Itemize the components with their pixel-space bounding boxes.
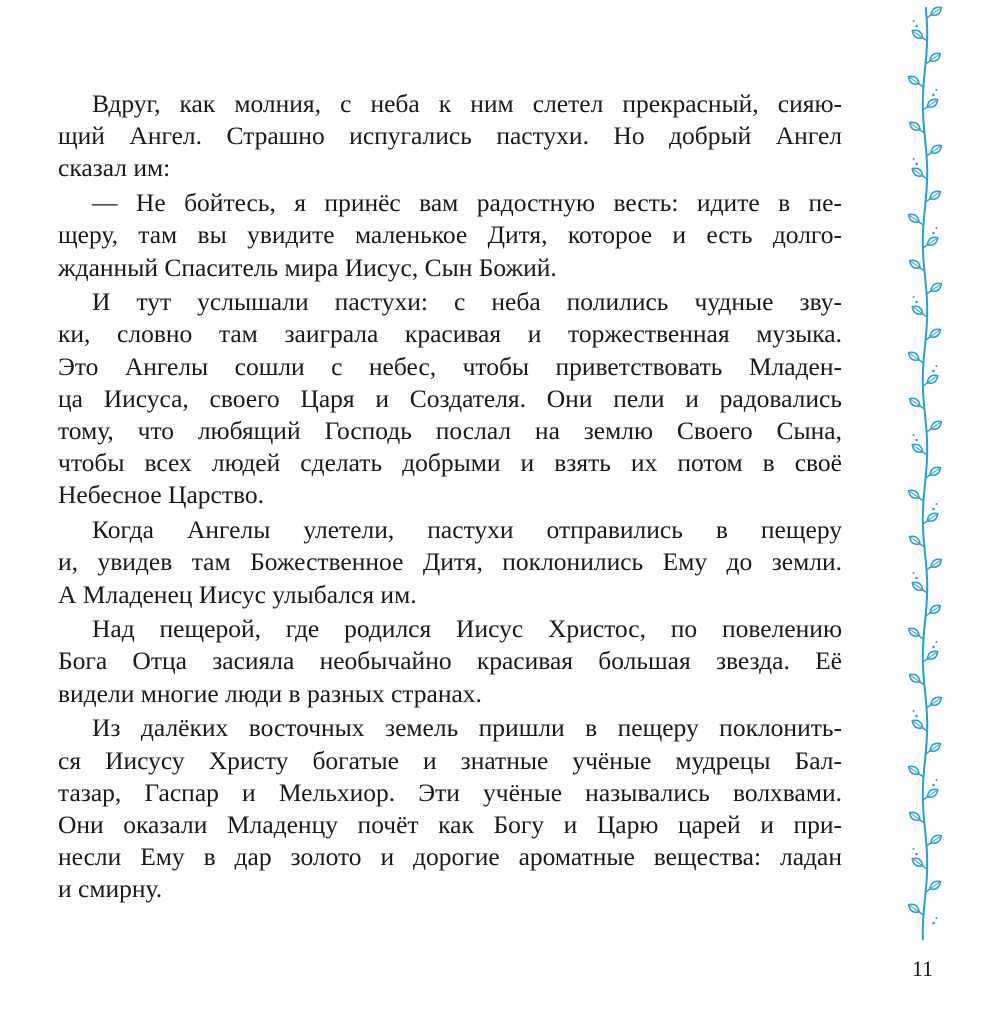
vine-dot [915,715,918,718]
vine-dot [913,20,915,22]
vine-dot [913,158,915,160]
text-line: Бога Отца засияла необычайно красивая большая звезда. Её [58,646,842,676]
vine-dot [936,503,938,505]
vine-dot [913,848,915,850]
text-line: видели многие люди в разных странах. [58,678,482,708]
vine-dot [913,296,915,298]
vine-dot [915,25,918,28]
vine-dot [936,917,938,919]
text-line: Это Ангелы сошли с небес, чтобы приветствовать Младен- [58,351,842,381]
vine-dot [932,370,935,373]
story-text [58,88,842,908]
text-line: ца Иисуса, своего Царя и Создателя. Они пели и радовались [58,383,842,413]
vine-dot [913,710,915,712]
text-line: Они оказали Младенцу почёт как Богу и Царю царей и при- [58,809,842,839]
text-line: И тут услышали пастухи: с неба полились чудные зву- [92,287,842,317]
text-line: несли Ему в дар золото и дорогие ароматные вещества: ладан [58,842,842,872]
text-line: тазар, Гаспар и Мельхиор. Эти учёные назывались волхвами. [58,777,842,807]
text-line: — Не бойтесь, я принёс вам радостную весть: идите в пе- [92,188,842,218]
text-line: Вдруг, как молния, с неба к ним слетел прекрасный, сияю- [92,89,842,118]
vine-dot [915,163,918,166]
vine-dot [932,94,935,97]
text-line: ся Иисусу Христу богатые и знатные учёные мудрецы Бал- [58,745,842,775]
vine-dot [935,89,937,91]
vine-dot [935,365,937,367]
vine-dot [935,227,937,229]
text-line: и смирну. [58,874,163,904]
paragraph-5 [58,613,842,710]
text-line: тому, что любящий Господь послал на землю Своего Сына, [58,416,842,446]
text-line: Из далёких восточных земель пришли в пещеру поклонить- [92,713,842,743]
vine-dot [932,646,935,649]
text-line: и, увидев там Божественное Дитя, поклонились Ему до земли. [58,547,842,577]
vine-dot [915,853,918,856]
vine-dot [932,784,935,787]
text-line: Небесное Царство. [58,480,264,510]
vine-dot [932,508,935,511]
text-line: щий Ангел. Страшно испугались пастухи. Но добрый Ангел [58,121,842,151]
vine-dot [915,301,918,304]
vine-dot [932,922,935,925]
text-line: Когда Ангелы улетели, пастухи отправились в пещеру [92,515,842,545]
text-line: ки, словно там заиграла красивая и торжественная музыка. [58,319,842,349]
leafy-vine-border-icon [895,0,965,960]
paragraph-3 [58,286,842,511]
vine-dot [936,641,938,643]
page-number: 11 [912,956,934,981]
vine-dot [915,439,918,442]
paragraph-1 [58,88,842,185]
text-line: Над пещерой, где родился Иисус Христос, по повелению [92,614,842,644]
text-line: щеру, там вы увидите маленькое Дитя, которое и есть долго- [58,220,842,250]
text-line: чтобы всех людей сделать добрыми и взять их потом в своё [58,448,842,478]
vine-dot [915,577,918,580]
paragraph-6 [58,712,842,905]
paragraph-2 [58,187,842,284]
vine-dot [913,434,915,436]
text-line: жданный Спаситель мира Иисус, Сын Божий. [58,252,557,282]
paragraph-4 [58,514,842,611]
vine-dot [936,779,938,781]
text-line: сказал им: [58,153,171,183]
text-line: А Младенец Иисус улыбался им. [58,579,417,609]
vine-dot [913,572,915,574]
vine-dot [932,232,935,235]
